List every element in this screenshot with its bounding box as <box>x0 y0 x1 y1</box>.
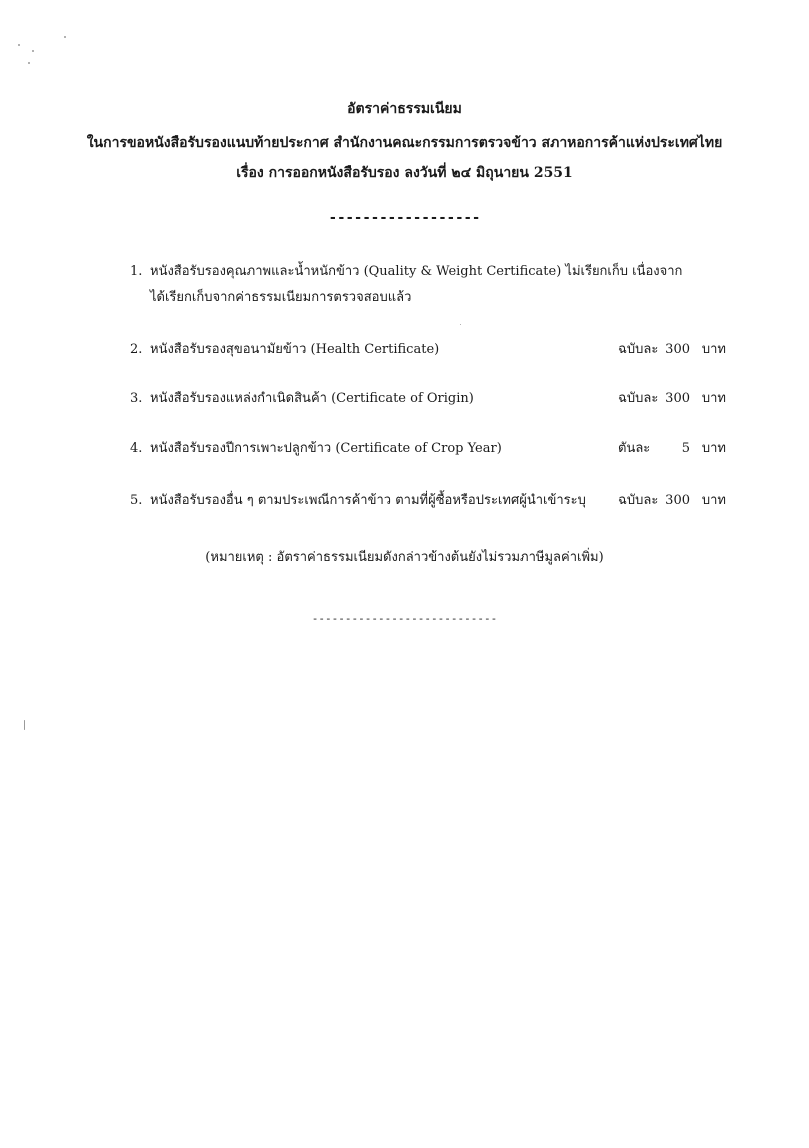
item-text: หนังสือรับรองอื่น ๆ ตามประเพณีการค้าข้าว ตามที่ผู้ซื้อหรือประเทศผู้นำเข้าระบุ <box>150 493 586 508</box>
fee-amount: 300 <box>665 493 690 508</box>
fee-unit: ฉบับละ <box>618 342 659 357</box>
item-text-continued: ได้เรียกเก็บจากค่าธรรมเนียมการตรวจสอบแล้ว <box>150 290 412 305</box>
fee-currency: บาท <box>701 493 726 508</box>
fee-unit: ตันละ <box>618 441 651 456</box>
scan-speck <box>64 36 66 38</box>
fee-currency: บาท <box>701 342 726 357</box>
scan-speck <box>24 720 25 730</box>
fee-unit: ฉบับละ <box>618 493 659 508</box>
item-number: 2. <box>130 342 143 357</box>
document-subtitle: ในการขอหนังสือรับรองแนบท้ายประกาศ สำนักงานคณะกรรมการตรวจข้าว สภาหอการค้าแห่งประเทศไทย <box>86 135 723 151</box>
scan-speck <box>28 62 30 64</box>
fee-amount: 300 <box>665 391 690 406</box>
item-text: หนังสือรับรองแหล่งกำเนิดสินค้า (Certificate of Origin) <box>150 391 474 406</box>
item-number: 5. <box>130 493 143 508</box>
remark-note: (หมายเหตุ : อัตราค่าธรรมเนียมดังกล่าวข้างต้นยังไม่รวมภาษีมูลค่าเพิ่ม) <box>205 550 604 565</box>
item-number: 4. <box>130 441 143 456</box>
item-number: 3. <box>130 391 143 406</box>
separator-top: ------------------ <box>328 210 481 226</box>
fee-currency: บาท <box>701 391 726 406</box>
scan-speck <box>18 44 20 46</box>
separator-bottom: ---------------------------- <box>311 612 498 625</box>
item-text: หนังสือรับรองปีการเพาะปลูกข้าว (Certificate of Crop Year) <box>150 441 502 456</box>
fee-unit: ฉบับละ <box>618 391 659 406</box>
fee-amount: 300 <box>665 342 690 357</box>
document-subject: เรื่อง การออกหนังสือรับรอง ลงวันที่ ๒๔ มิถุนายน 2551 <box>236 165 573 181</box>
item-text: หนังสือรับรองคุณภาพและน้ำหนักข้าว (Quality & Weight Certificate) ไม่เรียกเก็บ เนื่องจาก <box>150 264 683 279</box>
item-text: หนังสือรับรองสุขอนามัยข้าว (Health Certificate) <box>150 342 440 357</box>
document-title: อัตราค่าธรรมเนียม <box>347 101 462 117</box>
scan-speck <box>460 324 461 325</box>
fee-amount: 5 <box>681 441 690 456</box>
fee-currency: บาท <box>701 441 726 456</box>
scan-speck <box>32 50 34 52</box>
item-number: 1. <box>130 264 143 279</box>
